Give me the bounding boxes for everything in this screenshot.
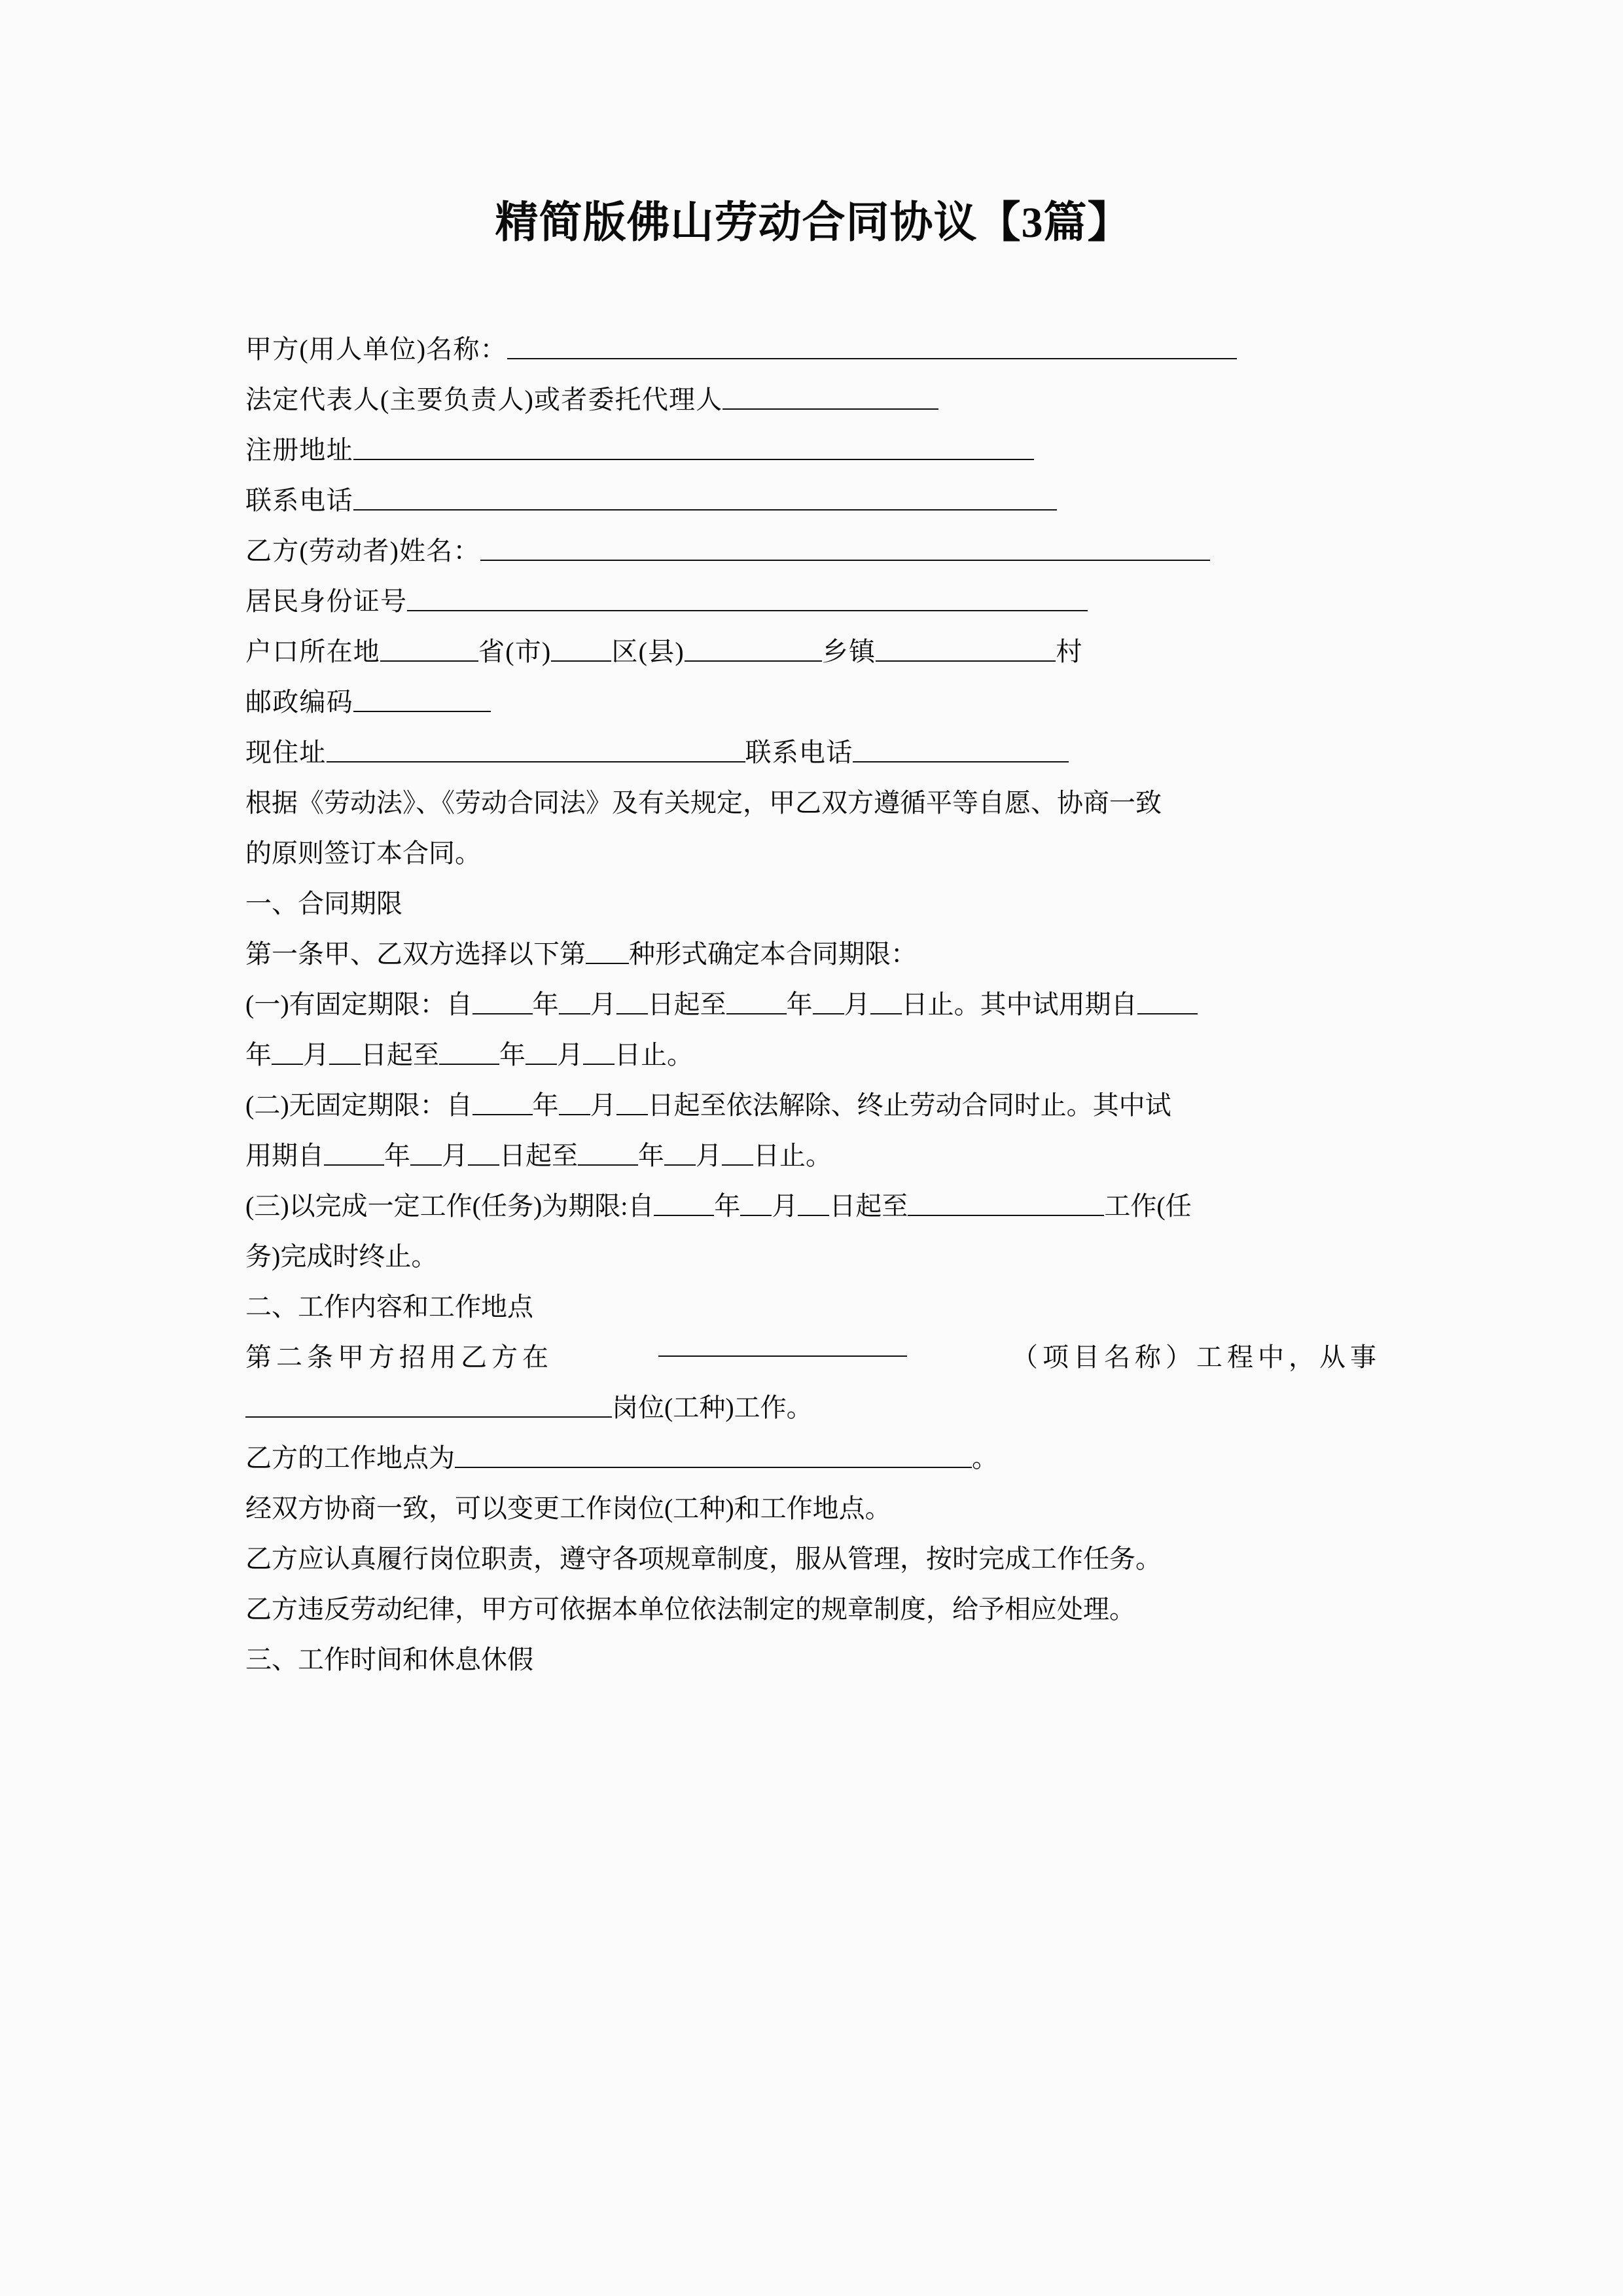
field-id-number-blank[interactable] — [407, 586, 1088, 611]
field-registered-address — [245, 425, 1381, 475]
term-option-1-line-1 — [245, 979, 1381, 1030]
article-2-line-1 — [245, 1332, 1381, 1382]
term-option-1-end-year-blank[interactable] — [726, 989, 787, 1014]
preamble-line-1: 根据《劳动法》、《劳动合同法》及有关规定，甲乙双方遵循平等自愿、协商一致 — [245, 787, 1162, 817]
field-workplace-blank[interactable] — [455, 1443, 972, 1468]
term-option-3-month-unit: 月 — [772, 1191, 798, 1221]
term-option-3-task-suffix: 工作(任 — [1104, 1191, 1192, 1221]
field-workplace — [245, 1433, 1381, 1483]
field-current-address — [245, 727, 1381, 778]
term-option-2-cont-end-year-unit: 年 — [638, 1140, 664, 1170]
article-1-choice-blank[interactable] — [586, 939, 629, 964]
field-household-province-blank[interactable] — [380, 636, 478, 662]
term-option-1-year-blank[interactable] — [473, 989, 533, 1014]
term-option-1-cont-end-month-unit: 月 — [557, 1039, 583, 1069]
clause-position-change: 经双方协商一致，可以变更工作岗位(工种)和工作地点。 — [245, 1493, 891, 1523]
article-2-project-blank[interactable] — [658, 1332, 907, 1357]
field-party-a-phone-blank[interactable] — [353, 485, 1057, 511]
term-option-1-cont-end-month-blank[interactable] — [526, 1039, 557, 1065]
term-option-1-year-unit: 年 — [532, 989, 559, 1019]
article-1 — [245, 929, 1381, 979]
article-2-part-3: 岗位(工种)工作。 — [612, 1392, 813, 1422]
field-id-number-label: 居民身份证号 — [245, 586, 408, 616]
field-workplace-suffix: 。 — [972, 1443, 998, 1473]
term-option-2-line-1 — [245, 1080, 1381, 1130]
term-option-2-cont-month-unit: 月 — [442, 1140, 468, 1170]
field-household-town-unit: 乡镇 — [821, 636, 876, 666]
field-postcode — [245, 677, 1381, 727]
document-content — [245, 0, 1381, 1685]
field-legal-representative-label: 法定代表人(主要负责人)或者委托代理人 — [245, 384, 723, 414]
document-body — [245, 324, 1381, 1685]
term-option-1-cont-end-year-blank[interactable] — [439, 1039, 499, 1065]
clause-discipline: 乙方违反劳动纪律，甲方可依据本单位依法制定的规章制度，给予相应处理。 — [245, 1594, 1135, 1624]
term-option-1-probation-year-blank[interactable] — [1137, 989, 1198, 1014]
term-option-3-task-blank[interactable] — [908, 1191, 1104, 1216]
term-option-2-cont-end-month-blank[interactable] — [664, 1140, 696, 1166]
article-2-part-2: （项目名称）工程中，从事 — [1012, 1342, 1381, 1372]
term-option-1-cont-month-blank[interactable] — [272, 1039, 303, 1065]
term-option-1-day-start: 日起至 — [647, 989, 726, 1019]
field-party-b-phone-label: 联系电话 — [745, 737, 853, 767]
field-party-a-name — [245, 324, 1381, 374]
term-option-1-day-blank[interactable] — [616, 989, 648, 1014]
term-option-3-prefix: (三)以完成一定工作(任务)为期限:自 — [245, 1191, 654, 1221]
field-party-a-phone-label: 联系电话 — [245, 485, 353, 515]
article-1-prefix: 第一条甲、乙双方选择以下第 — [245, 939, 586, 969]
field-household-province-unit: 省(市) — [478, 636, 552, 666]
field-legal-representative — [245, 374, 1381, 425]
field-postcode-label: 邮政编码 — [245, 687, 353, 717]
term-option-3-line-2: 务)完成时终止。 — [245, 1241, 438, 1271]
term-option-2-cont-prefix: 用期自 — [245, 1140, 324, 1170]
field-party-b-name — [245, 526, 1381, 576]
field-household-village-blank[interactable] — [876, 636, 1056, 662]
field-party-a-name-blank[interactable] — [507, 334, 1237, 359]
term-option-1-end-year-unit: 年 — [786, 989, 813, 1019]
term-option-2-month-unit: 月 — [590, 1090, 616, 1120]
field-household-registration — [245, 626, 1381, 677]
term-option-2-cont-year-unit: 年 — [384, 1140, 410, 1170]
term-option-3-month-blank[interactable] — [740, 1191, 772, 1216]
term-option-2-day-suffix: 日起至依法解除、终止劳动合同时止。其中试 — [647, 1090, 1171, 1120]
article-2-line-2 — [245, 1382, 1381, 1433]
term-option-1-cont-end-day-blank[interactable] — [583, 1039, 615, 1065]
field-party-a-phone — [245, 475, 1381, 526]
term-option-2-line-2 — [245, 1130, 1381, 1181]
term-option-3-day-start: 日起至 — [829, 1191, 908, 1221]
term-option-3-day-blank[interactable] — [798, 1191, 829, 1216]
field-current-address-label: 现住址 — [245, 737, 327, 767]
term-option-3-line-1 — [245, 1181, 1381, 1231]
heading-section-one: 一、合同期限 — [245, 888, 402, 918]
term-option-1-prefix: (一)有固定期限：自 — [245, 989, 473, 1019]
field-household-district-unit: 区(县) — [611, 636, 685, 666]
field-household-district-blank[interactable] — [551, 636, 611, 662]
field-household-town-blank[interactable] — [685, 636, 822, 662]
term-option-1-cont-day-end: 日止。 — [615, 1039, 693, 1069]
term-option-1-cont-day-start: 日起至 — [361, 1039, 439, 1069]
field-workplace-label: 乙方的工作地点为 — [245, 1443, 455, 1473]
heading-section-three: 三、工作时间和休息休假 — [245, 1644, 533, 1674]
field-registered-address-blank[interactable] — [353, 435, 1034, 460]
article-2-position-blank[interactable] — [245, 1392, 612, 1418]
term-option-1-end-day-blank[interactable] — [870, 989, 902, 1014]
page-title: 精简版佛山劳动合同协议【3篇】 — [495, 199, 1132, 247]
term-option-1-month-unit: 月 — [590, 989, 616, 1019]
term-option-2-month-blank[interactable] — [559, 1090, 590, 1115]
term-option-2-cont-month-blank[interactable] — [410, 1140, 442, 1166]
field-party-b-name-blank[interactable] — [480, 535, 1210, 561]
term-option-1-end-month-blank[interactable] — [813, 989, 844, 1014]
field-party-b-name-label: 乙方(劳动者)姓名： — [245, 535, 480, 565]
term-option-1-day-end: 日止。其中试用期自 — [901, 989, 1137, 1019]
term-option-2-cont-day-blank[interactable] — [468, 1140, 499, 1166]
term-option-3-year-blank[interactable] — [654, 1191, 714, 1216]
term-option-2-cont-year-blank[interactable] — [324, 1140, 384, 1166]
field-id-number — [245, 576, 1381, 626]
field-party-b-phone-blank[interactable] — [853, 737, 1069, 762]
heading-section-two: 二、工作内容和工作地点 — [245, 1291, 533, 1321]
field-registered-address-label: 注册地址 — [245, 435, 353, 465]
term-option-2-year-blank[interactable] — [473, 1090, 533, 1115]
field-household-label: 户口所在地 — [245, 636, 380, 666]
term-option-2-cont-day-end: 日止。 — [753, 1140, 832, 1170]
field-current-address-blank[interactable] — [327, 737, 745, 762]
article-2-part-1: 第二条甲方招用乙方在 — [245, 1342, 553, 1372]
term-option-1-end-month-unit: 月 — [844, 989, 870, 1019]
term-option-2-cont-end-year-blank[interactable] — [578, 1140, 638, 1166]
term-option-1-cont-month-unit: 月 — [303, 1039, 329, 1069]
preamble-line-2: 的原则签订本合同。 — [245, 838, 481, 868]
term-option-1-line-2 — [245, 1030, 1381, 1080]
term-option-1-cont-year-unit: 年 — [245, 1039, 272, 1069]
field-legal-representative-blank[interactable] — [722, 384, 938, 410]
field-postcode-blank[interactable] — [353, 687, 491, 712]
term-option-3-year-unit: 年 — [714, 1191, 741, 1221]
clause-employee-duty: 乙方应认真履行岗位职责，遵守各项规章制度，服从管理，按时完成工作任务。 — [245, 1543, 1162, 1573]
term-option-2-cont-end-day-blank[interactable] — [722, 1140, 753, 1166]
term-option-2-cont-day-start: 日起至 — [499, 1140, 578, 1170]
term-option-1-month-blank[interactable] — [559, 989, 590, 1014]
field-party-a-name-label: 甲方(用人单位)名称： — [245, 334, 507, 364]
term-option-1-cont-day-blank[interactable] — [329, 1039, 361, 1065]
term-option-1-cont-end-year-unit: 年 — [499, 1039, 526, 1069]
term-option-2-cont-end-month-unit: 月 — [696, 1140, 722, 1170]
term-option-2-day-blank[interactable] — [616, 1090, 648, 1115]
article-1-suffix: 种形式确定本合同期限： — [629, 939, 917, 969]
term-option-2-prefix: (二)无固定期限：自 — [245, 1090, 473, 1120]
term-option-2-year-unit: 年 — [532, 1090, 559, 1120]
field-household-village-unit: 村 — [1056, 636, 1083, 666]
